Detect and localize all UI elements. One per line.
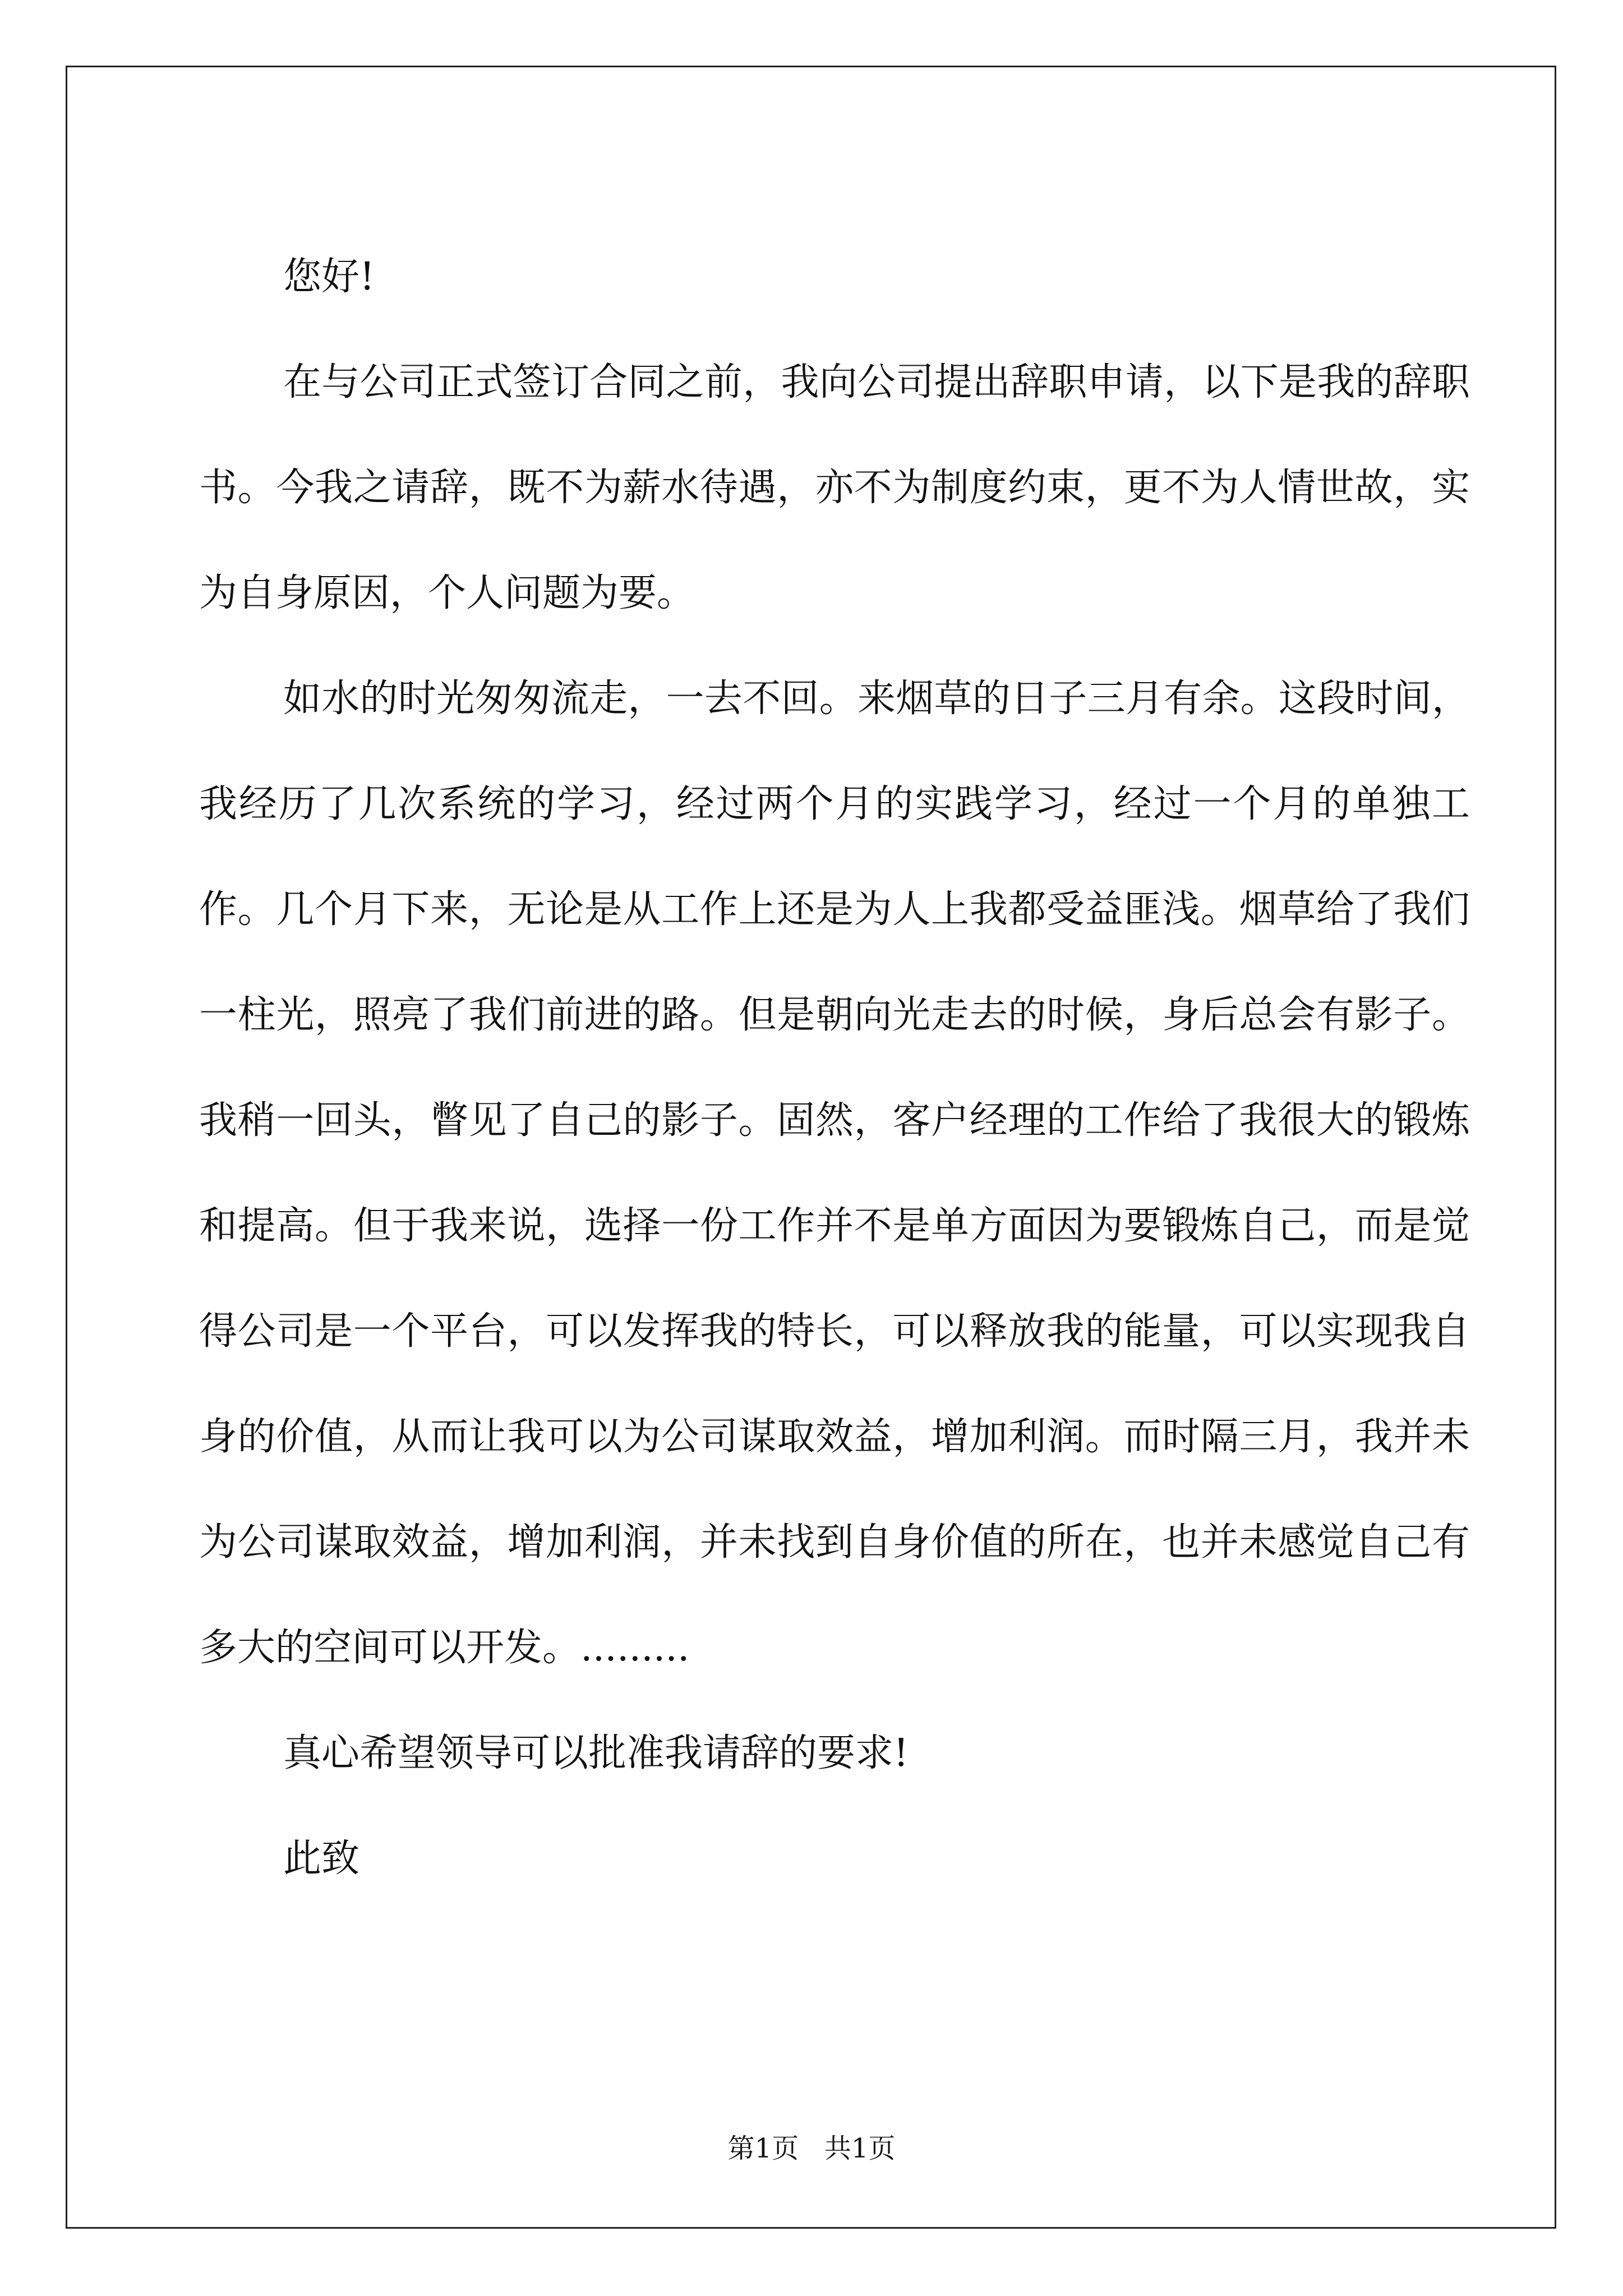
paragraph-intro: 在与公司正式签订合同之前，我向公司提出辞职申请，以下是我的辞职书。今我之请辞，既不为薪水待遇，亦不为制度约束，更不为人情世故，实为自身原因，个人问题为要。	[199, 360, 1470, 615]
paragraph-request: 真心希望领导可以批准我请辞的要求!	[283, 1731, 909, 1775]
document-body	[199, 224, 1470, 1912]
page-footer: 第1页 共1页	[727, 2133, 896, 2164]
paragraph-main: 如水的时光匆匆流走，一去不回。来烟草的日子三月有余。这段时间，我经历了几次系统的学习，经过两个月的实践学习，经过一个月的单独工作。几个月下来，无论是从工作上还是为人上我都受益匪浅。烟草给了我们一柱光，照亮了我们前进的路。但是朝向光走去的时候，身后总会有影子。我稍一回头，瞥见了自己的影子。固然，客户经理的工作给了我很大的锻炼和提高。但于我来说，选择一份工作并不是单方面因为要锻炼自己，而是觉得公司是一个平台，可以发挥我的特长，可以释放我的能量，可以实现我自身的价值，从而让我可以为公司谋取效益，增加利润。而时隔三月，我并未为公司谋取效益，增加利润，并未找到自身价值的所在，也并未感觉自己有多大的空间可以开发。.........	[199, 677, 1470, 1670]
closing: 此致	[283, 1837, 360, 1881]
greeting: 您好!	[283, 255, 375, 299]
